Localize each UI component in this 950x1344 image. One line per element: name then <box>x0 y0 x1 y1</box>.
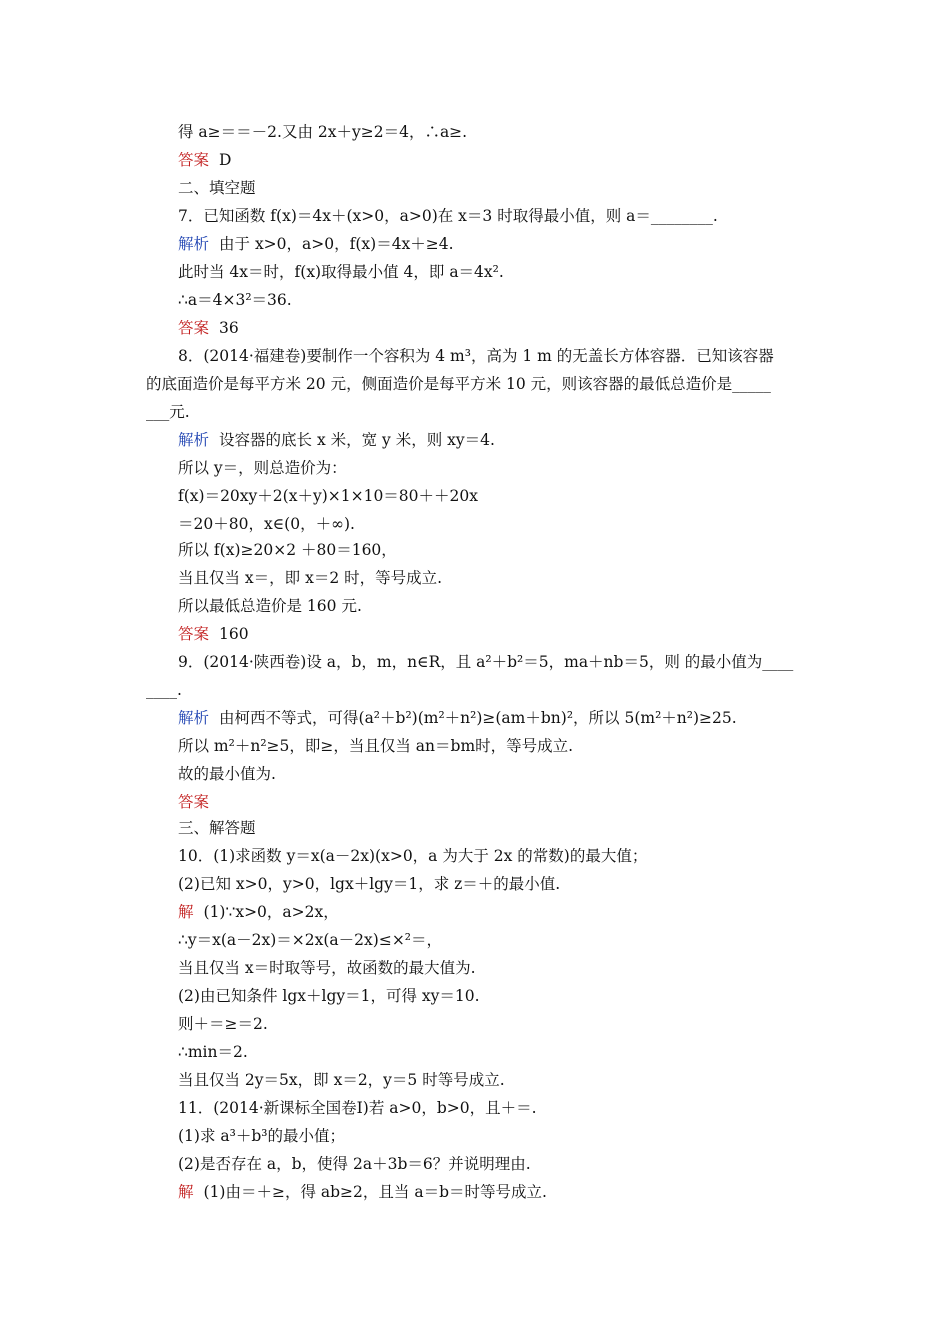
question-7: 7．已知函数 f(x)＝4x＋(x>0，a>0)在 x＝3 时取得最小值，则 a＝________. <box>178 207 718 225</box>
analysis-label: 解析 <box>178 235 210 253</box>
analysis-line <box>178 430 495 450</box>
text-line: ∴a＝4×3²＝36. <box>178 291 292 309</box>
answer-line <box>178 792 219 812</box>
answer-label: 答案 <box>178 319 210 337</box>
answer-label: 答案 <box>178 625 210 643</box>
answer-line <box>178 318 239 338</box>
solution-label: 解 <box>178 1183 194 1201</box>
text-line: (2)是否存在 a，b，使得 2a＋3b＝6？并说明理由. <box>178 1155 531 1173</box>
text-line: f(x)＝20xy＋2(x＋y)×1×10＝80＋＋20x <box>178 487 478 505</box>
text-line: 则＋＝≥＝2. <box>178 1015 268 1033</box>
analysis-text: 设容器的底长 x 米，宽 y 米，则 xy＝4. <box>219 431 495 449</box>
text-line: ___元. <box>146 403 190 421</box>
analysis-line <box>178 708 737 728</box>
analysis-label: 解析 <box>178 709 210 727</box>
text-line: 故的最小值为. <box>178 765 276 783</box>
answer-value: 36 <box>219 319 239 337</box>
solution-line <box>178 902 339 922</box>
text-line: 所以 m²＋n²≥5，即≥，当且仅当 an＝bm时，等号成立. <box>178 737 574 755</box>
text-line: (2)由已知条件 lgx＋lgy＝1，可得 xy＝10. <box>178 987 480 1005</box>
text-line: (2)已知 x>0，y>0，lgx＋lgy＝1，求 z＝＋的最小值. <box>178 875 561 893</box>
solution-line <box>178 1182 547 1202</box>
analysis-label: 解析 <box>178 431 210 449</box>
solution-text: (1)由＝＋≥，得 ab≥2，且当 a＝b＝时等号成立. <box>203 1183 547 1201</box>
text-line: 当且仅当 x＝时取等号，故函数的最大值为. <box>178 959 476 977</box>
analysis-text: 由柯西不等式，可得(a²＋b²)(m²＋n²)≥(am＋bn)²，所以 5(m²＋n²)≥25. <box>219 709 737 727</box>
question-10: 10．(1)求函数 y＝x(a－2x)(x>0，a 为大于 2x 的常数)的最大值； <box>178 847 648 865</box>
answer-value: D <box>219 151 232 169</box>
analysis-line <box>178 234 454 254</box>
answer-line <box>178 150 231 170</box>
answer-line <box>178 624 249 644</box>
answer-value: 160 <box>219 625 249 643</box>
question-11: 11．(2014·新课标全国卷Ⅰ)若 a>0，b>0，且＋＝. <box>178 1099 537 1117</box>
text-line: 所以 f(x)≥20×2 ＋80＝160， <box>178 541 397 559</box>
answer-label: 答案 <box>178 793 210 811</box>
text-line: 当且仅当 2y＝5x，即 x＝2，y＝5 时等号成立. <box>178 1071 505 1089</box>
text-line: 得 a≥＝＝－2.又由 2x＋y≥2＝4，∴a≥. <box>178 123 468 141</box>
solution-label: 解 <box>178 903 194 921</box>
section-heading: 三、解答题 <box>178 819 256 837</box>
text-line: 所以最低总造价是 160 元. <box>178 597 362 615</box>
analysis-text: 由于 x>0，a>0，f(x)＝4x＋≥4. <box>219 235 454 253</box>
text-line: 的底面造价是每平方米 20 元，侧面造价是每平方米 10 元，则该容器的最低总造价是_____ <box>146 375 771 393</box>
answer-label: 答案 <box>178 151 210 169</box>
text-line: ∴min＝2. <box>178 1043 248 1061</box>
solution-text: (1)∵x>0，a>2x， <box>203 903 339 921</box>
text-line: ＝20＋80，x∈(0，＋∞). <box>178 515 355 533</box>
text-line: ____. <box>146 681 182 699</box>
text-line: (1)求 a³＋b³的最小值； <box>178 1127 345 1145</box>
text-line: ∴y＝x(a－2x)＝×2x(a－2x)≤×²＝， <box>178 931 443 949</box>
section-heading: 二、填空题 <box>178 179 256 197</box>
text-line: 此时当 4x＝时，f(x)取得最小值 4，即 a＝4x². <box>178 263 504 281</box>
question-8: 8．(2014·福建卷)要制作一个容积为 4 m³，高为 1 m 的无盖长方体容器．已知该容器 <box>178 347 774 365</box>
text-line: 当且仅当 x＝，即 x＝2 时，等号成立. <box>178 569 443 587</box>
text-line: 所以 y＝，则总造价为： <box>178 459 347 477</box>
question-9: 9．(2014·陕西卷)设 a，b，m，n∈R，且 a²＋b²＝5，ma＋nb＝5，则 的最小值为____ <box>178 653 794 671</box>
